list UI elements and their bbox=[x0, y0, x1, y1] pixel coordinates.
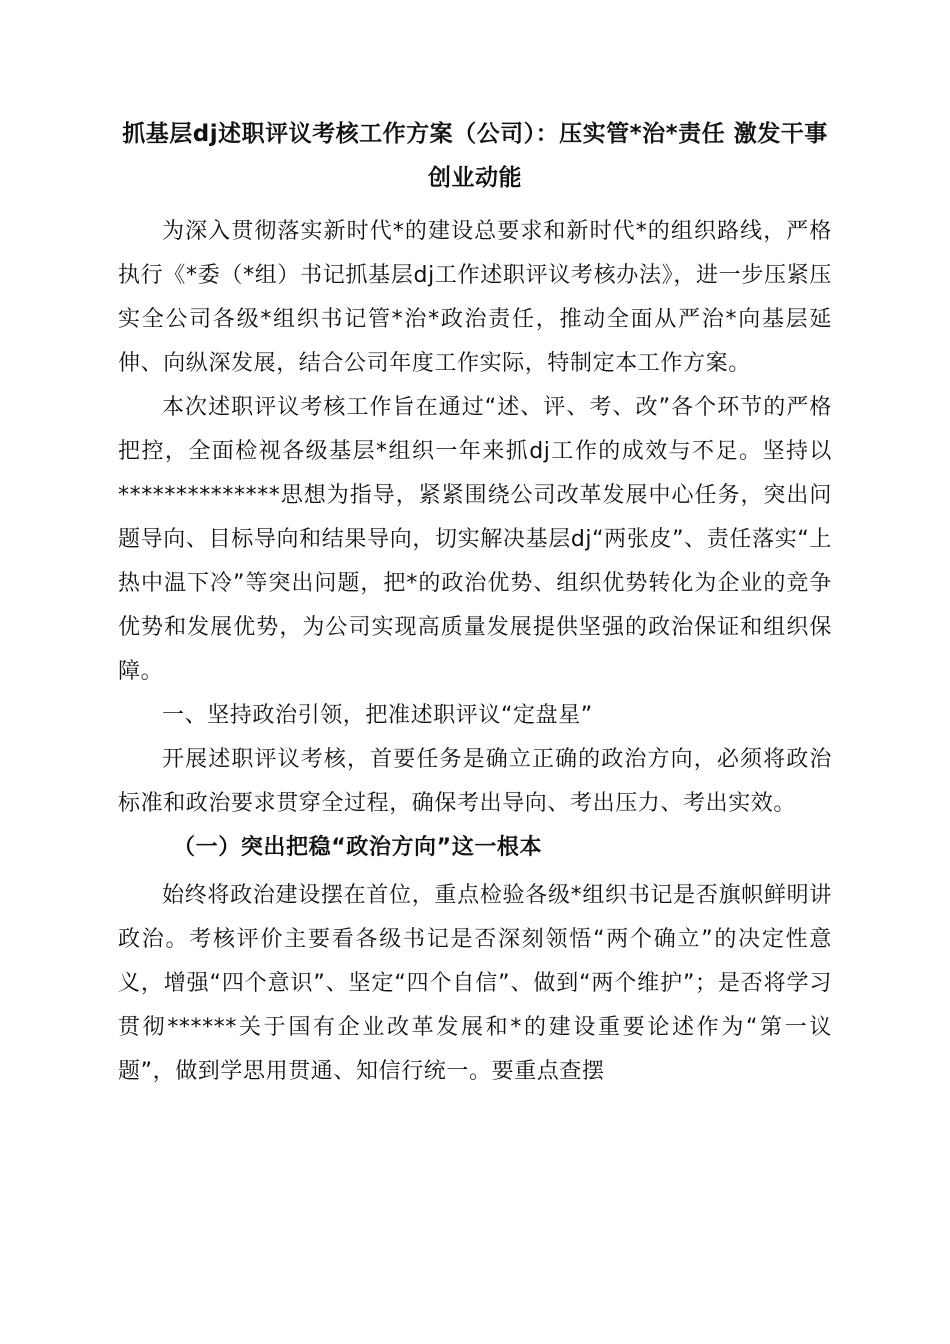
purpose-paragraph: 本次述职评议考核工作旨在通过“述、评、考、改”各个环节的严格把控，全面检视各级基层*组织一年来抓dj工作的成效与不足。坚持以**************思想为指导，紧紧围绕公司改革发展中心任务，突出问题导向、目标导向和结果导向，切实解决基层dj“两张皮”、责任落实“上热中温下冷”等突出问题，把*的政治优势、组织优势转化为企业的竞争优势和发展优势，为公司实现高质量发展提供坚强的政治保证和组织保障。 bbox=[118, 395, 832, 684]
document-page bbox=[118, 112, 832, 1094]
document-title: 抓基层dj述职评议考核工作方案（公司）：压实管*治*责任 激发干事创业动能 bbox=[122, 121, 828, 191]
subsection-one-heading: （一）突出把稳“政治方向”这一根本 bbox=[173, 835, 543, 860]
intro-paragraph: 为深入贯彻落实新时代*的建设总要求和新时代*的组织路线，严格执行《*委（*组）书记抓基层dj工作述职评议考核办法》，进一步压紧压实全公司各级*组织书记管*治*政治责任，推动全面从严治*向基层延伸、向纵深发展，结合公司年度工作实际，特制定本工作方案。 bbox=[118, 219, 832, 376]
section-one-paragraph: 开展述职评议考核，首要任务是确立正确的政治方向，必须将政治标准和政治要求贯穿全过程，确保考出导向、考出压力、考出实效。 bbox=[118, 747, 832, 816]
section-one-heading: 一、坚持政治引领，把准述职评议“定盘星” bbox=[162, 703, 593, 728]
subsection-one-paragraph: 始终将政治建设摆在首位，重点检验各级*组织书记是否旗帜鲜明讲政治。考核评价主要看各级书记是否深刻领悟“两个确立”的决定性意义，增强“四个意识”、坚定“四个自信”、做到“两个维护”；是否将学习贯彻******关于国有企业改革发展和*的建设重要论述作为“第一议题”，做到学思用贯通、知信行统一。要重点查摆 bbox=[118, 883, 832, 1084]
